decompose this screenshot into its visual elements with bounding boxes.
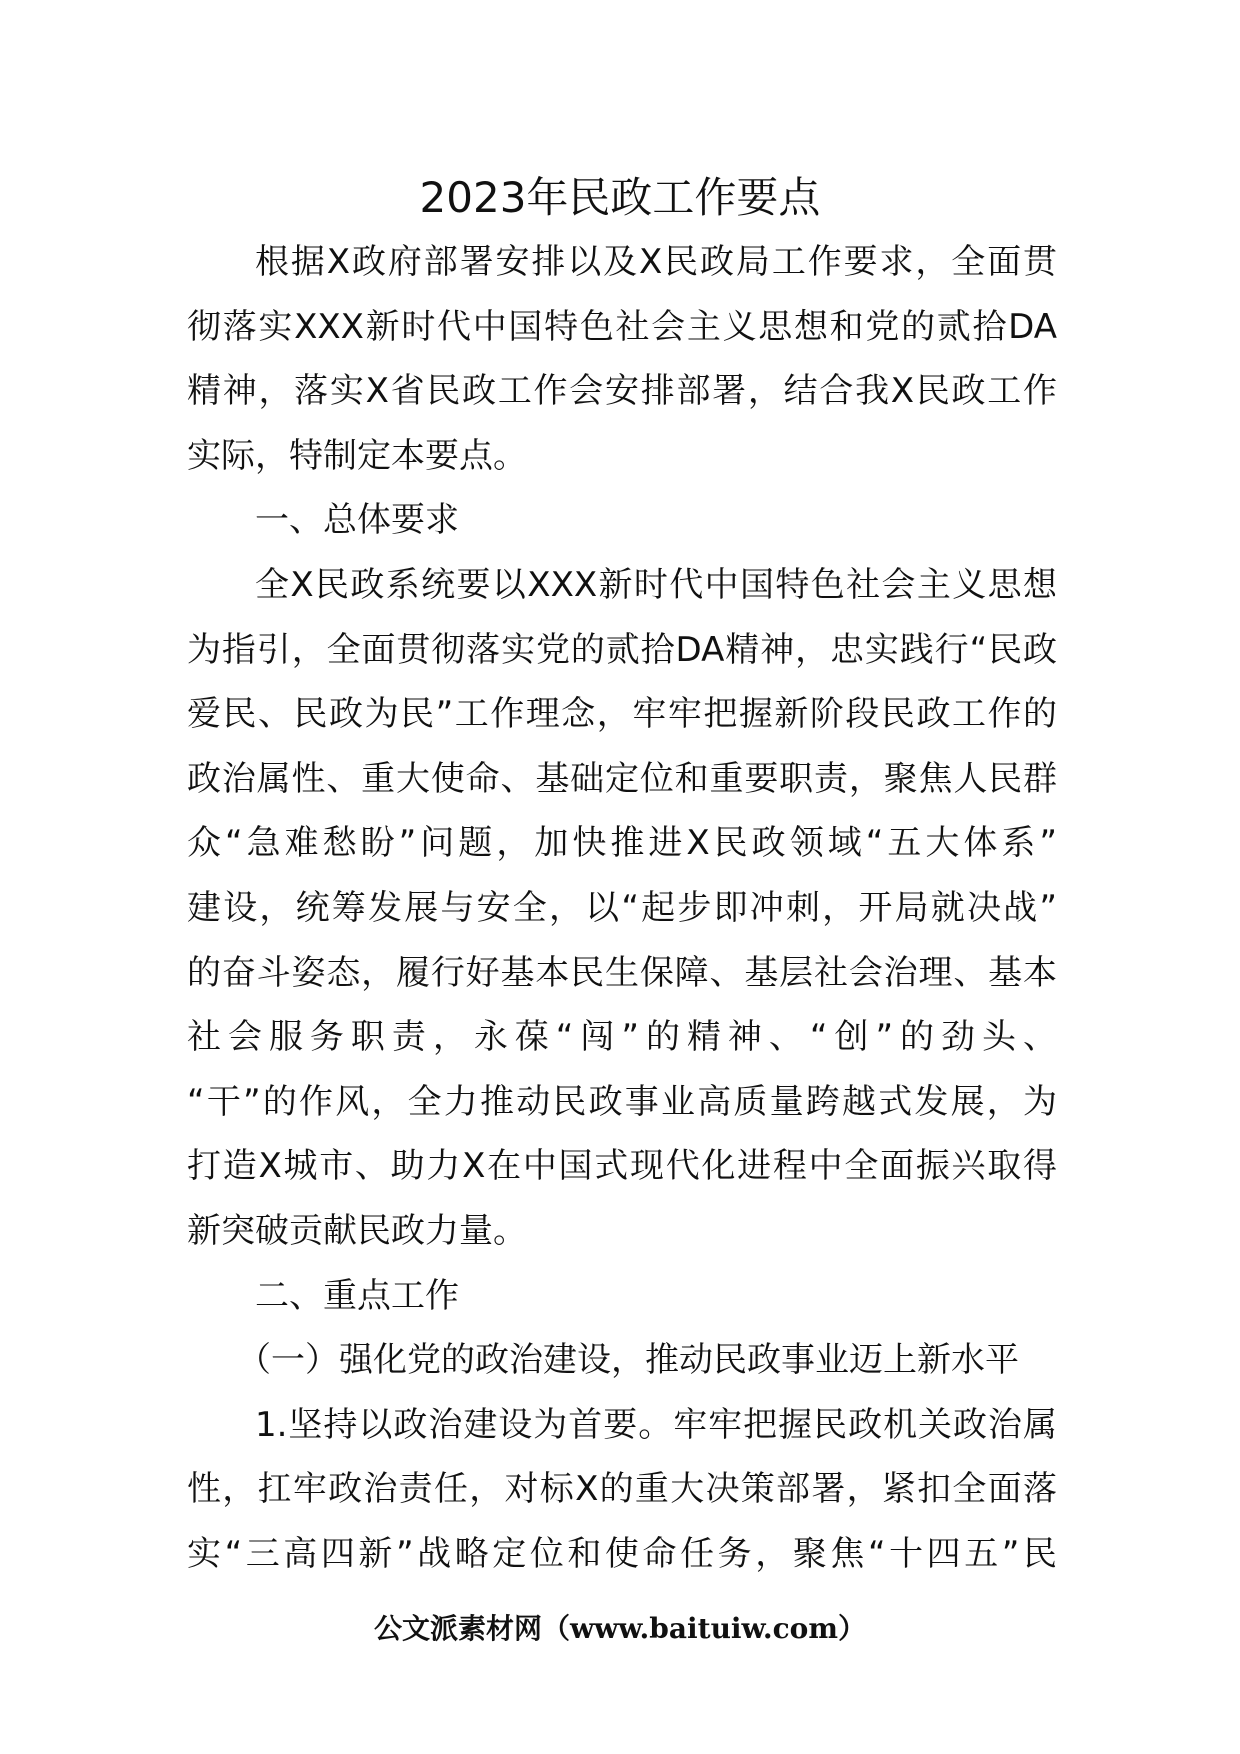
body-line: 1.坚持以政治建设为首要。牢牢把握民政机关政治属 <box>255 1404 1057 1445</box>
body-line: 爱民、民政为民”工作理念，牢牢把握新阶段民政工作的 <box>187 694 1057 735</box>
body-line: 新突破贡献民政力量。 <box>187 1210 527 1251</box>
body-line: 众“急难愁盼”问题，加快推进X民政领域“五大体系” <box>187 823 1057 864</box>
body-line: 性，扛牢政治责任，对标X的重大决策部署，紧扣全面落 <box>187 1469 1057 1510</box>
subsection-heading: （一）强化党的政治建设，推动民政事业迈上新水平 <box>237 1340 1019 1381</box>
body-line: 社会服务职责，永葆“闯”的精神、“创”的劲头、 <box>187 1017 1057 1058</box>
body-line: 实“三高四新”战略定位和使命任务，聚焦“十四五”民 <box>187 1533 1057 1574</box>
section-heading: 二、重点工作 <box>255 1275 459 1316</box>
body-line: 实际，特制定本要点。 <box>187 435 527 476</box>
body-line: 根据X政府部署安排以及X民政局工作要求，全面贯 <box>255 242 1057 282</box>
body-line: 建设，统筹发展与安全，以“起步即冲刺，开局就决战” <box>187 887 1057 928</box>
body-line: 精神，落实X省民政工作会安排部署，结合我X民政工作 <box>187 371 1057 412</box>
body-line: 的奋斗姿态，履行好基本民生保障、基层社会治理、基本 <box>187 952 1057 993</box>
section-heading: 一、总体要求 <box>255 500 459 541</box>
document-title: 2023年民政工作要点 <box>419 173 821 222</box>
body-line: 彻落实XXX新时代中国特色社会主义思想和党的贰拾DA <box>187 306 1057 347</box>
document-body <box>187 230 1057 1586</box>
body-line: “干”的作风，全力推动民政事业高质量跨越式发展，为 <box>187 1081 1057 1122</box>
footer-watermark: 公文派素材网（www.baituiw.com） <box>374 1612 866 1645</box>
body-line: 打造X城市、助力X在中国式现代化进程中全面振兴取得 <box>187 1146 1057 1187</box>
body-line: 为指引，全面贯彻落实党的贰拾DA精神，忠实践行“民政 <box>187 629 1057 670</box>
body-line: 全X民政系统要以XXX新时代中国特色社会主义思想 <box>255 564 1057 605</box>
body-line: 政治属性、重大使命、基础定位和重要职责，聚焦人民群 <box>187 758 1057 799</box>
